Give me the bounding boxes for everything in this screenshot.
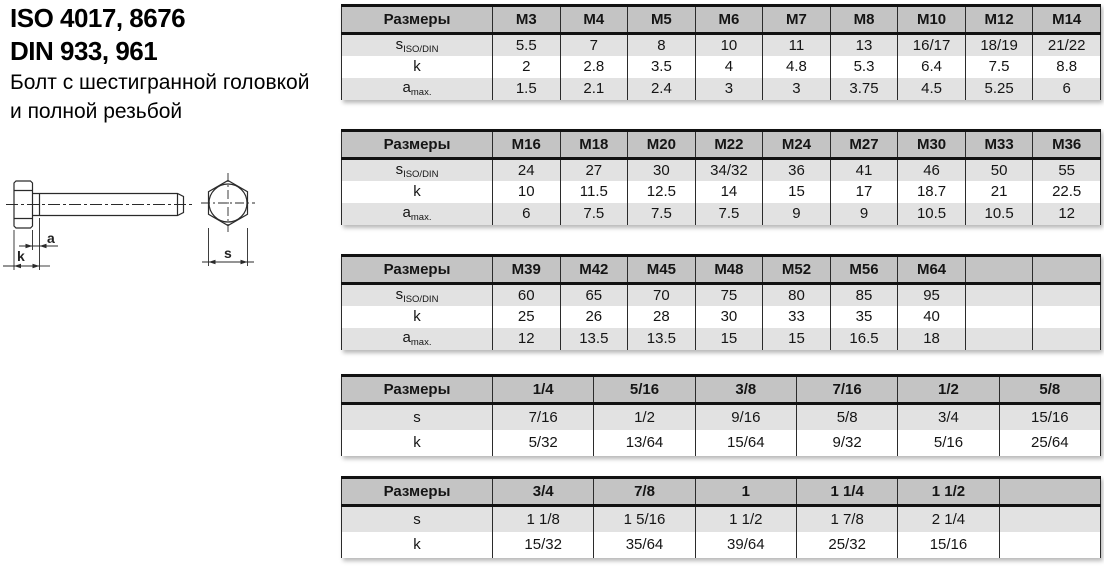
value-cell: 12.5	[628, 181, 696, 203]
table-row	[342, 78, 1101, 100]
value-cell: 60	[493, 284, 561, 306]
table-row	[342, 181, 1101, 203]
bolt-side-view	[6, 181, 192, 228]
value-cell: 25	[493, 306, 561, 328]
value-cell: 9	[763, 203, 831, 225]
value-cell: 18.7	[898, 181, 966, 203]
value-cell	[965, 328, 1033, 350]
value-cell: 3/4	[898, 404, 999, 430]
size-column-header: M39	[493, 256, 561, 284]
value-cell	[1033, 306, 1101, 328]
value-cell: 50	[965, 159, 1033, 181]
size-column-header: M10	[898, 6, 966, 34]
value-cell: 34/32	[695, 159, 763, 181]
value-cell: 16.5	[830, 328, 898, 350]
value-cell: 13/64	[594, 430, 695, 456]
value-cell: 24	[493, 159, 561, 181]
value-cell: 6	[493, 203, 561, 225]
value-cell: 10.5	[898, 203, 966, 225]
value-cell: 10	[493, 181, 561, 203]
value-cell: 36	[763, 159, 831, 181]
value-cell: 22.5	[1033, 181, 1101, 203]
dim-label-a: a	[47, 230, 55, 246]
value-cell: 27	[560, 159, 628, 181]
dimension-table	[341, 374, 1101, 456]
row-label-symbol: s	[413, 408, 421, 426]
value-cell: 2	[493, 56, 561, 78]
row-label	[342, 506, 493, 532]
value-cell: 70	[628, 284, 696, 306]
value-cell: 9	[830, 203, 898, 225]
value-cell: 26	[560, 306, 628, 328]
value-cell: 40	[898, 306, 966, 328]
value-cell: 41	[830, 159, 898, 181]
table-row	[342, 306, 1101, 328]
value-cell: 11	[763, 34, 831, 56]
size-column-header: M22	[695, 131, 763, 159]
value-cell: 8.8	[1033, 56, 1101, 78]
row-label	[342, 532, 493, 558]
value-cell: 7.5	[628, 203, 696, 225]
value-cell: 1 1/2	[695, 506, 796, 532]
dim-label-s: s	[224, 245, 232, 261]
row-label	[342, 306, 493, 328]
value-cell: 9/32	[796, 430, 897, 456]
dimension-k	[3, 230, 50, 270]
value-cell: 35	[830, 306, 898, 328]
value-cell: 35/64	[594, 532, 695, 558]
size-column-header: 1 1/2	[898, 478, 999, 506]
value-cell: 5.5	[493, 34, 561, 56]
size-column-header: M48	[695, 256, 763, 284]
size-column-header: M30	[898, 131, 966, 159]
size-column-header: M4	[560, 6, 628, 34]
value-cell: 13	[830, 34, 898, 56]
row-label-symbol: a	[402, 79, 411, 96]
size-column-header: 1	[695, 478, 796, 506]
row-label-symbol: s	[395, 160, 404, 178]
table-corner-label: Размеры	[342, 131, 493, 159]
value-cell: 4	[695, 56, 763, 78]
value-cell: 8	[628, 34, 696, 56]
table-row	[342, 404, 1101, 430]
value-cell: 10	[695, 34, 763, 56]
value-cell: 3	[695, 78, 763, 100]
size-column-header: M33	[965, 131, 1033, 159]
table-metric-m3-m14	[341, 4, 1101, 100]
value-cell: 2 1/4	[898, 506, 999, 532]
value-cell: 5/8	[796, 404, 897, 430]
value-cell: 3	[763, 78, 831, 100]
value-cell: 15	[695, 328, 763, 350]
size-column-header	[965, 256, 1033, 284]
value-cell: 28	[628, 306, 696, 328]
value-cell: 25/32	[796, 532, 897, 558]
value-cell	[1033, 284, 1101, 306]
size-column-header	[1033, 256, 1101, 284]
bolt-technical-drawing	[0, 150, 280, 310]
value-cell: 7/16	[493, 404, 594, 430]
value-cell: 7.5	[965, 56, 1033, 78]
row-label-symbol: k	[413, 183, 421, 200]
size-column-header: 3/8	[695, 376, 796, 404]
value-cell: 11.5	[560, 181, 628, 203]
value-cell: 7.5	[560, 203, 628, 225]
size-column-header: M14	[1033, 6, 1101, 34]
dimension-table	[341, 129, 1101, 225]
row-label-subscript: max.	[410, 87, 432, 98]
value-cell: 75	[695, 284, 763, 306]
row-label-subscript: ISO/DIN	[403, 43, 439, 55]
value-cell: 80	[763, 284, 831, 306]
row-label	[342, 203, 493, 225]
dimension-table	[341, 476, 1101, 558]
dim-label-k: k	[17, 248, 25, 264]
dimension-table	[341, 254, 1101, 350]
value-cell: 39/64	[695, 532, 796, 558]
value-cell: 2.4	[628, 78, 696, 100]
value-cell: 95	[898, 284, 966, 306]
value-cell: 6	[1033, 78, 1101, 100]
size-column-header: M6	[695, 6, 763, 34]
standard-din-title: DIN 933, 961	[10, 36, 158, 66]
row-label-symbol: k	[413, 536, 421, 553]
value-cell: 5.3	[830, 56, 898, 78]
table-corner-label: Размеры	[342, 478, 493, 506]
table-row	[342, 328, 1101, 350]
standard-iso-title: ISO 4017, 8676	[10, 3, 186, 33]
value-cell: 13.5	[560, 328, 628, 350]
row-label-subscript: ISO/DIN	[403, 168, 439, 180]
value-cell: 55	[1033, 159, 1101, 181]
value-cell: 15	[763, 328, 831, 350]
value-cell: 6.4	[898, 56, 966, 78]
row-label	[342, 34, 493, 56]
value-cell: 5/16	[898, 430, 999, 456]
value-cell: 4.8	[763, 56, 831, 78]
value-cell: 1 5/16	[594, 506, 695, 532]
row-label-subscript: max.	[410, 337, 432, 348]
size-column-header: 1/4	[493, 376, 594, 404]
description-line-1: Болт с шестигранной головкой	[10, 71, 310, 94]
value-cell: 21/22	[1033, 34, 1101, 56]
row-label-subscript: ISO/DIN	[403, 293, 439, 305]
value-cell: 30	[628, 159, 696, 181]
size-column-header: 7/8	[594, 478, 695, 506]
size-column-header: M8	[830, 6, 898, 34]
size-column-header: M20	[628, 131, 696, 159]
row-label-symbol: k	[413, 308, 421, 325]
size-column-header	[999, 478, 1100, 506]
row-label	[342, 430, 493, 456]
value-cell: 2.1	[560, 78, 628, 100]
size-column-header: M5	[628, 6, 696, 34]
value-cell: 15/32	[493, 532, 594, 558]
value-cell: 85	[830, 284, 898, 306]
row-label	[342, 404, 493, 430]
value-cell: 25/64	[999, 430, 1100, 456]
value-cell: 17	[830, 181, 898, 203]
size-column-header: 3/4	[493, 478, 594, 506]
table-row	[342, 203, 1101, 225]
row-label-symbol: k	[413, 434, 421, 451]
table-row	[342, 430, 1101, 456]
dimension-table	[341, 4, 1101, 100]
size-column-header: M24	[763, 131, 831, 159]
description-line-2: и полной резьбой	[10, 100, 183, 123]
value-cell: 30	[695, 306, 763, 328]
size-column-header: M18	[560, 131, 628, 159]
title-block	[10, 2, 340, 126]
row-label-symbol: a	[402, 329, 411, 346]
value-cell: 33	[763, 306, 831, 328]
value-cell: 15	[763, 181, 831, 203]
value-cell: 15/16	[898, 532, 999, 558]
value-cell	[965, 284, 1033, 306]
size-column-header: M12	[965, 6, 1033, 34]
size-column-header: M45	[628, 256, 696, 284]
size-column-header: 5/8	[999, 376, 1100, 404]
value-cell: 4.5	[898, 78, 966, 100]
value-cell: 13.5	[628, 328, 696, 350]
row-label-subscript: max.	[410, 212, 432, 223]
value-cell: 7	[560, 34, 628, 56]
value-cell: 15/64	[695, 430, 796, 456]
row-label-symbol: a	[402, 204, 411, 221]
value-cell: 7.5	[695, 203, 763, 225]
value-cell: 10.5	[965, 203, 1033, 225]
value-cell: 1 7/8	[796, 506, 897, 532]
value-cell: 12	[493, 328, 561, 350]
value-cell: 21	[965, 181, 1033, 203]
table-metric-m16-m36	[341, 129, 1101, 225]
row-label	[342, 328, 493, 350]
size-column-header: M27	[830, 131, 898, 159]
value-cell: 5.25	[965, 78, 1033, 100]
row-label-symbol: s	[413, 510, 421, 528]
value-cell: 1/2	[594, 404, 695, 430]
table-metric-m39-m64	[341, 254, 1101, 350]
row-label	[342, 181, 493, 203]
table-row	[342, 532, 1101, 558]
value-cell: 3.75	[830, 78, 898, 100]
row-label-symbol: k	[413, 58, 421, 75]
value-cell: 2.8	[560, 56, 628, 78]
size-column-header: M36	[1033, 131, 1101, 159]
row-label	[342, 56, 493, 78]
value-cell: 1.5	[493, 78, 561, 100]
size-column-header: M42	[560, 256, 628, 284]
value-cell: 18	[898, 328, 966, 350]
table-row	[342, 56, 1101, 78]
size-column-header: M52	[763, 256, 831, 284]
table-imperial-3-4-to-1-1-2	[341, 476, 1101, 558]
table-row	[342, 284, 1101, 306]
value-cell	[1033, 328, 1101, 350]
table-corner-label: Размеры	[342, 376, 493, 404]
row-label	[342, 284, 493, 306]
value-cell: 5/32	[493, 430, 594, 456]
row-label-symbol: s	[395, 285, 404, 303]
table-row	[342, 34, 1101, 56]
value-cell: 65	[560, 284, 628, 306]
value-cell	[965, 306, 1033, 328]
value-cell: 16/17	[898, 34, 966, 56]
size-column-header: M64	[898, 256, 966, 284]
size-column-header: 1/2	[898, 376, 999, 404]
value-cell: 3.5	[628, 56, 696, 78]
row-label	[342, 78, 493, 100]
value-cell: 9/16	[695, 404, 796, 430]
value-cell: 46	[898, 159, 966, 181]
value-cell	[999, 506, 1100, 532]
row-label-symbol: s	[395, 35, 404, 53]
table-row	[342, 159, 1101, 181]
table-row	[342, 506, 1101, 532]
table-corner-label: Размеры	[342, 256, 493, 284]
size-column-header: 7/16	[796, 376, 897, 404]
size-column-header: 5/16	[594, 376, 695, 404]
value-cell: 18/19	[965, 34, 1033, 56]
size-column-header: M7	[763, 6, 831, 34]
value-cell	[999, 532, 1100, 558]
row-label	[342, 159, 493, 181]
size-column-header: M3	[493, 6, 561, 34]
size-column-header: M16	[493, 131, 561, 159]
value-cell: 15/16	[999, 404, 1100, 430]
hex-end-view	[201, 173, 255, 232]
value-cell: 14	[695, 181, 763, 203]
size-column-header: 1 1/4	[796, 478, 897, 506]
size-column-header: M56	[830, 256, 898, 284]
value-cell: 12	[1033, 203, 1101, 225]
value-cell: 1 1/8	[493, 506, 594, 532]
table-imperial-quarter-to-5-8	[341, 374, 1101, 456]
table-corner-label: Размеры	[342, 6, 493, 34]
